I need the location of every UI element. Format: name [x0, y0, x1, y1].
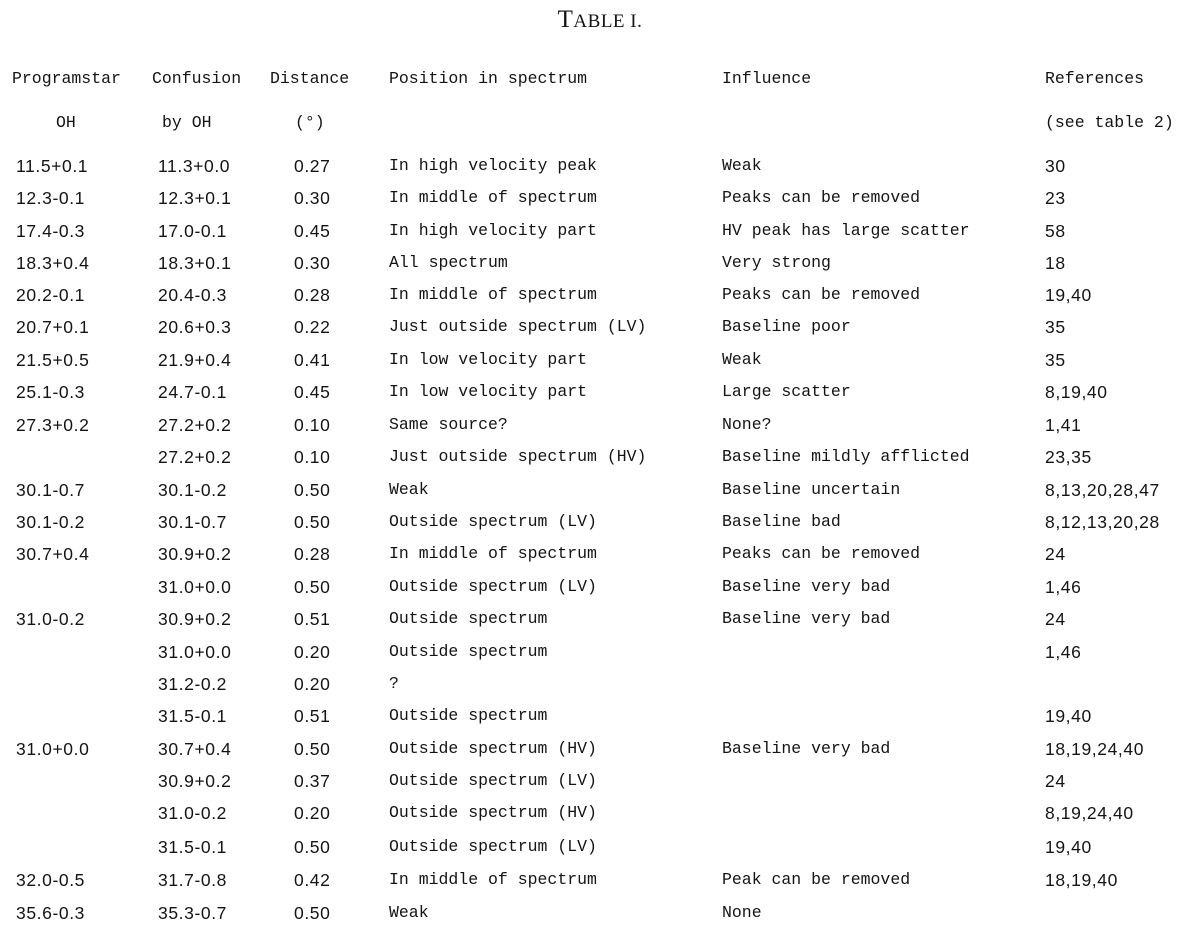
influence-cell: Baseline very bad [722, 739, 891, 758]
header-influence: Influence [722, 69, 812, 88]
table-row [0, 869, 1200, 899]
influence-cell: Weak [722, 156, 762, 175]
distance-cell: 0.27 [294, 156, 331, 176]
table-row [0, 576, 1200, 606]
distance-cell: 0.30 [294, 188, 331, 208]
references-cell: 18,19,40 [1045, 870, 1118, 890]
position-cell: Weak [389, 903, 429, 922]
header-row-2 [0, 112, 1200, 142]
influence-cell: Peak can be removed [722, 870, 911, 889]
programstar-cell: 32.0-0.5 [16, 870, 86, 890]
references-cell: 30 [1045, 156, 1066, 176]
table-row [0, 155, 1200, 185]
position-cell: Outside spectrum (LV) [389, 512, 597, 531]
confusion-cell: 31.0+0.0 [158, 642, 232, 662]
table-row [0, 349, 1200, 379]
programstar-cell: 30.1-0.2 [16, 512, 86, 532]
influence-cell: Weak [722, 350, 762, 369]
distance-cell: 0.28 [294, 285, 331, 305]
confusion-cell: 31.0-0.2 [158, 803, 228, 823]
table-row [0, 284, 1200, 314]
confusion-cell: 30.9+0.2 [158, 771, 232, 791]
distance-cell: 0.10 [294, 447, 331, 467]
confusion-cell: 31.5-0.1 [158, 837, 228, 857]
header-row-1 [0, 68, 1200, 98]
references-cell: 1,46 [1045, 577, 1082, 597]
confusion-cell: 31.7-0.8 [158, 870, 228, 890]
programstar-cell: 17.4-0.3 [16, 221, 86, 241]
programstar-cell: 30.7+0.4 [16, 544, 90, 564]
position-cell: All spectrum [389, 253, 508, 272]
position-cell: In middle of spectrum [389, 870, 597, 889]
position-cell: Just outside spectrum (LV) [389, 317, 647, 336]
distance-cell: 0.20 [294, 803, 331, 823]
references-cell: 8,19,40 [1045, 382, 1108, 402]
table-row [0, 608, 1200, 638]
position-cell: Outside spectrum (HV) [389, 739, 597, 758]
table-row [0, 770, 1200, 800]
references-cell: 18 [1045, 253, 1066, 273]
references-cell: 23 [1045, 188, 1066, 208]
influence-cell: Baseline bad [722, 512, 841, 531]
table-row [0, 381, 1200, 411]
confusion-cell: 11.3+0.0 [158, 156, 231, 176]
confusion-cell: 18.3+0.1 [158, 253, 232, 273]
header-position: Position in spectrum [389, 69, 588, 88]
header-distance: Distance [270, 69, 350, 88]
position-cell: Outside spectrum [389, 642, 548, 661]
title-initial: T [557, 6, 574, 33]
distance-cell: 0.37 [294, 771, 331, 791]
table-row [0, 220, 1200, 250]
confusion-cell: 20.6+0.3 [158, 317, 232, 337]
influence-cell: None? [722, 415, 772, 434]
table-row [0, 673, 1200, 703]
table-title [0, 6, 1200, 34]
confusion-cell: 24.7-0.1 [158, 382, 228, 402]
programstar-cell: 30.1-0.7 [16, 480, 86, 500]
header-confusion-sub: by OH [162, 113, 212, 132]
references-cell: 1,41 [1045, 415, 1082, 435]
table-row [0, 902, 1200, 932]
table-row [0, 414, 1200, 444]
influence-cell: Peaks can be removed [722, 188, 921, 207]
confusion-cell: 30.7+0.4 [158, 739, 232, 759]
references-cell: 35 [1045, 350, 1066, 370]
table-row [0, 543, 1200, 573]
position-cell: Just outside spectrum (HV) [389, 447, 647, 466]
position-cell: In high velocity peak [389, 156, 597, 175]
programstar-cell: 35.6-0.3 [16, 903, 86, 923]
references-cell: 1,46 [1045, 642, 1082, 662]
confusion-cell: 30.9+0.2 [158, 544, 232, 564]
influence-cell: Large scatter [722, 382, 851, 401]
programstar-cell: 25.1-0.3 [16, 382, 86, 402]
position-cell: In low velocity part [389, 382, 588, 401]
header-references-sub: (see table 2) [1045, 113, 1174, 132]
table-row [0, 479, 1200, 509]
distance-cell: 0.51 [294, 609, 331, 629]
confusion-cell: 21.9+0.4 [158, 350, 232, 370]
references-cell: 19,40 [1045, 837, 1092, 857]
position-cell: In high velocity part [389, 221, 597, 240]
programstar-cell: 31.0-0.2 [16, 609, 86, 629]
influence-cell: Baseline mildly afflicted [722, 447, 970, 466]
distance-cell: 0.45 [294, 382, 331, 402]
distance-cell: 0.41 [294, 350, 331, 370]
position-cell: In middle of spectrum [389, 544, 597, 563]
confusion-cell: 12.3+0.1 [158, 188, 232, 208]
distance-cell: 0.50 [294, 480, 331, 500]
header-distance-unit: (°) [295, 113, 325, 132]
confusion-cell: 20.4-0.3 [158, 285, 228, 305]
references-cell: 8,12,13,20,28 [1045, 512, 1160, 532]
distance-cell: 0.22 [294, 317, 331, 337]
references-cell: 58 [1045, 221, 1066, 241]
header-confusion: Confusion [152, 69, 242, 88]
position-cell: Outside spectrum (LV) [389, 577, 597, 596]
references-cell: 18,19,24,40 [1045, 739, 1145, 759]
confusion-cell: 30.9+0.2 [158, 609, 232, 629]
table-row [0, 446, 1200, 476]
distance-cell: 0.50 [294, 739, 331, 759]
table-row [0, 738, 1200, 768]
distance-cell: 0.30 [294, 253, 331, 273]
confusion-cell: 31.5-0.1 [158, 706, 228, 726]
programstar-cell: 20.7+0.1 [16, 317, 90, 337]
influence-cell: Baseline uncertain [722, 480, 901, 499]
table-row [0, 511, 1200, 541]
references-cell: 24 [1045, 771, 1066, 791]
header-programstar-sub: OH [56, 113, 76, 132]
influence-cell: HV peak has large scatter [722, 221, 970, 240]
table-row [0, 252, 1200, 282]
table-row [0, 705, 1200, 735]
position-cell: ? [389, 674, 399, 693]
table-row [0, 316, 1200, 346]
influence-cell: Baseline very bad [722, 577, 891, 596]
confusion-cell: 31.2-0.2 [158, 674, 228, 694]
confusion-cell: 27.2+0.2 [158, 447, 232, 467]
position-cell: In middle of spectrum [389, 188, 597, 207]
position-cell: Outside spectrum (LV) [389, 771, 597, 790]
distance-cell: 0.45 [294, 221, 331, 241]
position-cell: Outside spectrum [389, 706, 548, 725]
position-cell: Outside spectrum [389, 609, 548, 628]
references-cell: 8,19,24,40 [1045, 803, 1134, 823]
confusion-cell: 35.3-0.7 [158, 903, 228, 923]
table-row [0, 187, 1200, 217]
header-references: References [1045, 69, 1145, 88]
distance-cell: 0.51 [294, 706, 331, 726]
references-cell: 19,40 [1045, 706, 1092, 726]
distance-cell: 0.50 [294, 837, 331, 857]
influence-cell: Baseline poor [722, 317, 851, 336]
influence-cell: Baseline very bad [722, 609, 891, 628]
distance-cell: 0.28 [294, 544, 331, 564]
distance-cell: 0.20 [294, 642, 331, 662]
references-cell: 23,35 [1045, 447, 1092, 467]
influence-cell: Peaks can be removed [722, 285, 921, 304]
influence-cell: None [722, 903, 762, 922]
confusion-cell: 30.1-0.2 [158, 480, 228, 500]
references-cell: 24 [1045, 544, 1066, 564]
references-cell: 19,40 [1045, 285, 1092, 305]
distance-cell: 0.50 [294, 903, 331, 923]
references-cell: 24 [1045, 609, 1066, 629]
confusion-cell: 30.1-0.7 [158, 512, 228, 532]
references-cell: 35 [1045, 317, 1066, 337]
programstar-cell: 20.2-0.1 [16, 285, 86, 305]
table-row [0, 641, 1200, 671]
position-cell: In low velocity part [389, 350, 588, 369]
confusion-cell: 17.0-0.1 [158, 221, 228, 241]
programstar-cell: 27.3+0.2 [16, 415, 90, 435]
programstar-cell: 11.5+0.1 [16, 156, 89, 176]
programstar-cell: 18.3+0.4 [16, 253, 90, 273]
programstar-cell: 21.5+0.5 [16, 350, 90, 370]
confusion-cell: 27.2+0.2 [158, 415, 232, 435]
header-programstar: Programstar [12, 69, 121, 88]
position-cell: Outside spectrum (LV) [389, 837, 597, 856]
programstar-cell: 31.0+0.0 [16, 739, 90, 759]
distance-cell: 0.42 [294, 870, 331, 890]
distance-cell: 0.50 [294, 577, 331, 597]
programstar-cell: 12.3-0.1 [16, 188, 86, 208]
distance-cell: 0.20 [294, 674, 331, 694]
table-row [0, 802, 1200, 832]
influence-cell: Peaks can be removed [722, 544, 921, 563]
references-cell: 8,13,20,28,47 [1045, 480, 1160, 500]
distance-cell: 0.50 [294, 512, 331, 532]
position-cell: Outside spectrum (HV) [389, 803, 597, 822]
influence-cell: Very strong [722, 253, 831, 272]
title-rest: ABLE I. [573, 11, 643, 32]
position-cell: Same source? [389, 415, 508, 434]
table-row [0, 836, 1200, 866]
distance-cell: 0.10 [294, 415, 331, 435]
position-cell: Weak [389, 480, 429, 499]
position-cell: In middle of spectrum [389, 285, 597, 304]
confusion-cell: 31.0+0.0 [158, 577, 232, 597]
